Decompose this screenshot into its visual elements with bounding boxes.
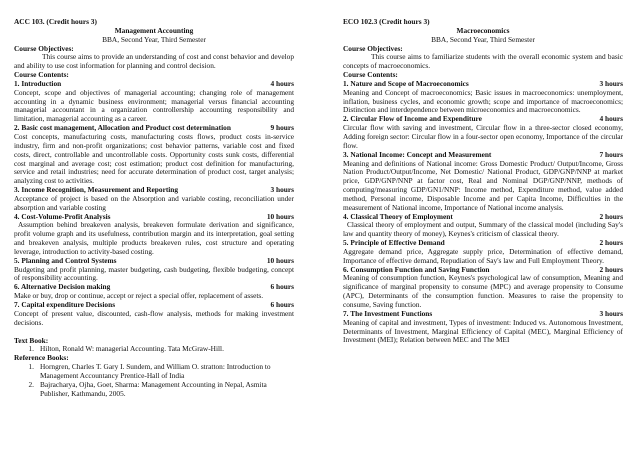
course-program: BBA, Second Year, Third Semester [102, 34, 206, 44]
course-code: ECO 102.3 (Credit hours 3) [343, 17, 430, 26]
unit-text: Acceptance of project is based on the Absorption and variable costing, reconciliation under absorption and variable costing [14, 193, 294, 212]
unit-title: 3. Income Recognition, Measurement and Reporting [14, 185, 179, 195]
unit-3 [14, 186, 294, 213]
contents-heading: Course Contents: [14, 70, 69, 80]
unit-4 [14, 213, 294, 257]
spacer [14, 328, 294, 337]
list-item-number: 2. [28, 379, 34, 389]
unit-text: Meaning of consumption function, Keynes's psychological law of consumption, Meaning and significance of marginal propensity to consume (MPC) and average propensity to Consume (APC), Determinants of the consumption function. Measures to raise the propensity to consume, Saving function. [343, 273, 623, 309]
unit-hours: 3 hours [599, 308, 623, 318]
unit-text: Make or buy, drop or continue, accept or reject a special offer, replacement of assets. [14, 291, 264, 301]
unit-text: Meaning of capital and investment, Types of investment: Induced vs. Autonomous Investment, Determinants of Investment, Marginal Efficiency of Capital (MEC), Marginal Efficiency of Investment (MEI); Relation between MEC and The MEI [343, 317, 623, 345]
unit-title: 7. Capital expenditure Decisions [14, 300, 116, 309]
unit-title: 1. Introduction [14, 78, 62, 88]
list-item-text: Hilton, Ronald W: managerial Accounting. Tata McGraw-Hill. [40, 344, 224, 354]
list-item [14, 363, 294, 381]
unit-title: 5. Principle of Effective Demand [343, 238, 445, 248]
unit-7 [343, 310, 623, 345]
right-course-column [343, 18, 623, 345]
unit-hours: 6 hours [270, 300, 294, 309]
unit-1 [14, 80, 294, 124]
unit-5 [14, 257, 294, 284]
unit-title: 6. Consumption Function and Saving Function [343, 264, 490, 274]
unit-text: Classical theory of employment and output, Summary of the classical model (including Say's law and quantity theory of money), Keynes's criticism of classical theory. [343, 220, 623, 239]
unit-title: 6. Alternative Decision making [14, 282, 111, 292]
unit-title: 4. Cost-Volume-Profit Analysis [14, 211, 111, 221]
reference-heading: Reference Books: [14, 353, 69, 363]
list-item-number: 1. [28, 362, 34, 372]
unit-title: 1. Nature and Scope of Macroeconomics [343, 78, 469, 88]
unit-hours: 2 hours [599, 238, 623, 248]
objectives-text: This course aims to familiarize students with the overall economic system and basic concepts of macroeconomics. [343, 52, 623, 71]
unit-hours: 10 hours [266, 211, 294, 221]
unit-title: 2. Basic cost management, Allocation and Product cost determination [14, 123, 231, 133]
unit-hours: 4 hours [270, 78, 294, 88]
unit-hours: 10 hours [266, 255, 294, 265]
reference-list [14, 363, 294, 398]
unit-hours: 3 hours [270, 185, 294, 195]
unit-text: Meaning and definitions of National income: Gross Domestic Product/ Output/Income, Gross Nation Product/Output/Income, Net Domestic/ National Product, GDP/GNP/NNP at market price, GDP/GNP/NNP at factor cost, Real and Nominal DGP/GNP/NNP, methods of computing/measuring GDP/GN1/NNP: Income method, Expenditure method, value added method, Personal income, Disposable Income and per Capita Income, Difficulties in the measurement of National income, Importance of National income analysis. [343, 158, 623, 212]
unit-title: 7. The Investment Functions [343, 308, 433, 318]
list-item-number: 1. [28, 344, 34, 354]
unit-6 [14, 283, 294, 301]
course-program: BBA, Second Year, Third Semester [431, 34, 535, 44]
unit-hours: 9 hours [270, 123, 294, 133]
unit-text: Assumption behind breakeven analysis, breakeven formulate derivation and significance, profit volume graph and its usefulness, contribution margin and its interpretation, goal setting and breakeven analysis, multiple products breakeven rules, cost structure and operating leverage, introduction to activity-based costing. [14, 220, 294, 256]
unit-text: Aggregate demand price, Aggregate supply price, Determination of effective demand, Importance of effective demand, Repudiation of Say's law and Full Employment Theory. [343, 246, 623, 265]
unit-hours: 6 hours [270, 282, 294, 292]
unit-text: Concept, scope and objectives of managerial accounting; changing role of management accounting in a dynamic business environment; managerial versus financial accounting managerial accountant in a organization controllership accounting responsibility and limitation, managerial accounting as a career. [14, 87, 294, 124]
list-item-text: Horngren, Charles T. Gary I. Sundem, and William O. stratton: Introduction to Management Accountancy Prentice-Hall of India [40, 362, 271, 380]
unit-5 [343, 239, 623, 266]
list-item-text: Bajracharya, Ojha, Goet, Sharma: Management Accounting in Nepal, Asmita Publisher, Kathmandu, 2005. [40, 379, 267, 398]
objectives-text: This course aims to provide an understanding of cost and const behavior and develop and ability to use cost information for planning and control decision. [14, 52, 294, 71]
list-item [14, 381, 294, 399]
unit-1 [343, 80, 623, 115]
unit-4 [343, 213, 623, 240]
unit-hours: 7 hours [599, 149, 623, 159]
course-subject: Macroeconomics [456, 25, 510, 35]
unit-hours: 2 hours [599, 264, 623, 274]
course-subject: Management Accounting [114, 25, 194, 35]
text-book-heading: Text Book: [14, 335, 49, 345]
unit-2 [343, 115, 623, 150]
unit-hours: 2 hours [599, 211, 623, 221]
unit-2 [14, 124, 294, 186]
unit-text: Meaning and Concept of macroeconomics; Basic issues in macroeconomics: unemployment, inflation, business cycles, and economic growth; scope and importance of macroeconomics; Distinction and interdependence between microeconomics and macroeconomics. [343, 87, 623, 115]
unit-title: 2. Circular Flow of Income and Expenditure [343, 114, 482, 124]
objectives-heading: Course Objectives: [343, 43, 403, 53]
contents-heading: Course Contents: [343, 70, 398, 80]
unit-title: 5. Planning and Control Systems [14, 255, 117, 265]
unit-title: 4. Classical Theory of Employment [343, 211, 453, 221]
course-code: ACC 103. (Credit hours 3) [14, 17, 97, 26]
unit-6 [343, 266, 623, 310]
unit-title: 3. National Income: Concept and Measurement [343, 149, 492, 159]
objectives-heading: Course Objectives: [14, 43, 74, 53]
unit-text: Budgeting and profit planning, master budgeting, cash budgeting, flexible budgeting, concept of responsibility accounting. [14, 264, 294, 283]
unit-hours: 4 hours [599, 114, 623, 124]
unit-7 [14, 301, 294, 328]
left-course-column [14, 18, 294, 398]
unit-3 [343, 151, 623, 213]
unit-text: Concept of present value, discounted, cash-flow analysis, methods for making investment decisions. [14, 308, 294, 327]
unit-hours: 3 hours [599, 78, 623, 88]
unit-text: Cost concepts, manufacturing costs, manufacturing costs flows, product costs in-service industry, firm and non-profit organizations; cost behavior patterns, variable cost and fixed costs, direct, controllable and uncontrollable costs. Opportunity costs sunk costs, differential cost marginal and average cost; cost estimation; product cost definition for manufacturing, service and retail industries; need for accurate determination of product cost, target analysis; analyzing cost to activities. [14, 131, 294, 186]
unit-text: Circular flow with saving and investment, Circular flow in a three-sector closed economy, Adding foreign sector: Circular flow in a four-sector open economy, Importance of the circular flow. [343, 123, 623, 150]
